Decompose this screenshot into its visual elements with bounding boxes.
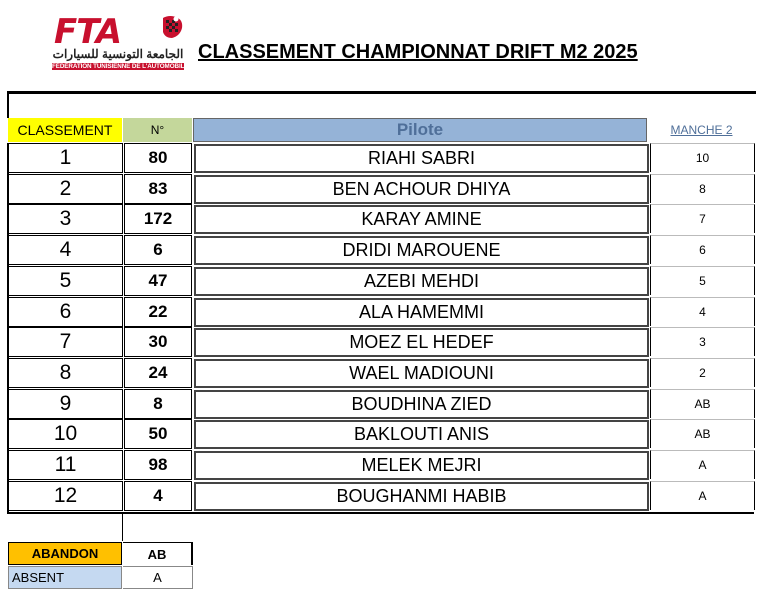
legend-absent-label: ABSENT [8,566,122,589]
manche-cell: AB [650,389,755,418]
number-cell: 172 [124,204,192,234]
number-cell: 6 [124,235,192,265]
table-row [0,327,775,357]
pilot-cell: MOEZ EL HEDEF [194,328,649,357]
number-cell: 22 [124,297,192,327]
pilot-cell: RIAHI SABRI [194,144,649,173]
rank-cell: 6 [8,297,123,327]
rank-cell: 12 [8,481,123,511]
manche-cell: 7 [650,204,755,233]
table-row [0,235,775,265]
logo-french-name: FÉDÉRATION TUNISIENNE DE L'AUTOMOBILE [52,63,189,70]
legend-abandon [8,542,193,565]
number-cell: 50 [124,419,192,449]
rank-cell: 1 [8,143,123,173]
pilot-cell: ALA HAMEMMI [194,298,649,327]
manche-cell: A [650,481,755,510]
manche-cell: 5 [650,266,755,295]
legend-absent-code: A [123,566,193,589]
rank-cell: 8 [8,358,123,388]
manche-cell: 3 [650,327,755,356]
manche-cell: AB [650,419,755,448]
manche-cell: 10 [650,143,755,172]
pilot-cell: BOUGHANMI HABIB [194,482,649,511]
manche-cell: 2 [650,358,755,387]
rank-cell: 7 [8,327,123,357]
table-bottom-border [7,512,754,514]
number-cell: 98 [124,450,192,480]
number-cell: 80 [124,143,192,173]
table-left-border [7,91,9,118]
rank-cell: 4 [8,235,123,265]
rank-cell: 9 [8,389,123,419]
pilot-cell: MELEK MEJRI [194,451,649,480]
table-row [0,266,775,296]
table-top-border [7,91,756,94]
manche-cell: 8 [650,174,755,203]
table-row [0,204,775,234]
number-cell: 4 [124,481,192,511]
pilot-cell: KARAY AMINE [194,205,649,234]
number-cell: 47 [124,266,192,296]
manche-cell: 4 [650,297,755,326]
fta-logo [52,12,189,74]
table-row [0,174,775,204]
table-left-edge [7,143,9,514]
table-row [0,297,775,327]
pilot-cell: AZEBI MEHDI [194,267,649,296]
rank-cell: 5 [8,266,123,296]
legend-abandon-code: AB [123,542,193,565]
legend-separator [122,514,123,541]
legend-abandon-label: ABANDON [8,542,122,565]
pilot-cell: WAEL MADIOUNI [194,359,649,388]
table-row [0,450,775,480]
number-cell: 24 [124,358,192,388]
table-row [0,481,775,511]
manche-cell: 6 [650,235,755,264]
rank-cell: 11 [8,450,123,480]
logo-acronym: FTA [54,12,122,52]
pilot-cell: BAKLOUTI ANIS [194,420,649,449]
checkered-flag-icon [160,14,184,48]
logo-arabic-name: الجامعة التونسية للسيارات [52,47,184,61]
rank-cell: 2 [8,174,123,204]
header-numero: N° [123,118,192,142]
pilot-cell: BOUDHINA ZIED [194,390,649,419]
manche-cell: A [650,450,755,479]
rank-cell: 10 [8,419,123,449]
pilot-cell: BEN ACHOUR DHIYA [194,175,649,204]
table-row [0,358,775,388]
header-pilote: Pilote [193,118,647,142]
header-classement: CLASSEMENT [8,118,122,142]
table-row [0,389,775,419]
number-cell: 8 [124,389,192,419]
page-title: CLASSEMENT CHAMPIONNAT DRIFT M2 2025 [198,41,638,63]
rank-cell: 3 [8,204,123,234]
table-row [0,419,775,449]
pilot-cell: DRIDI MAROUENE [194,236,649,265]
number-cell: 83 [124,174,192,204]
number-cell: 30 [124,327,192,357]
table-row [0,143,775,173]
legend-absent [8,566,193,589]
header-manche-2: MANCHE 2 [670,123,733,137]
